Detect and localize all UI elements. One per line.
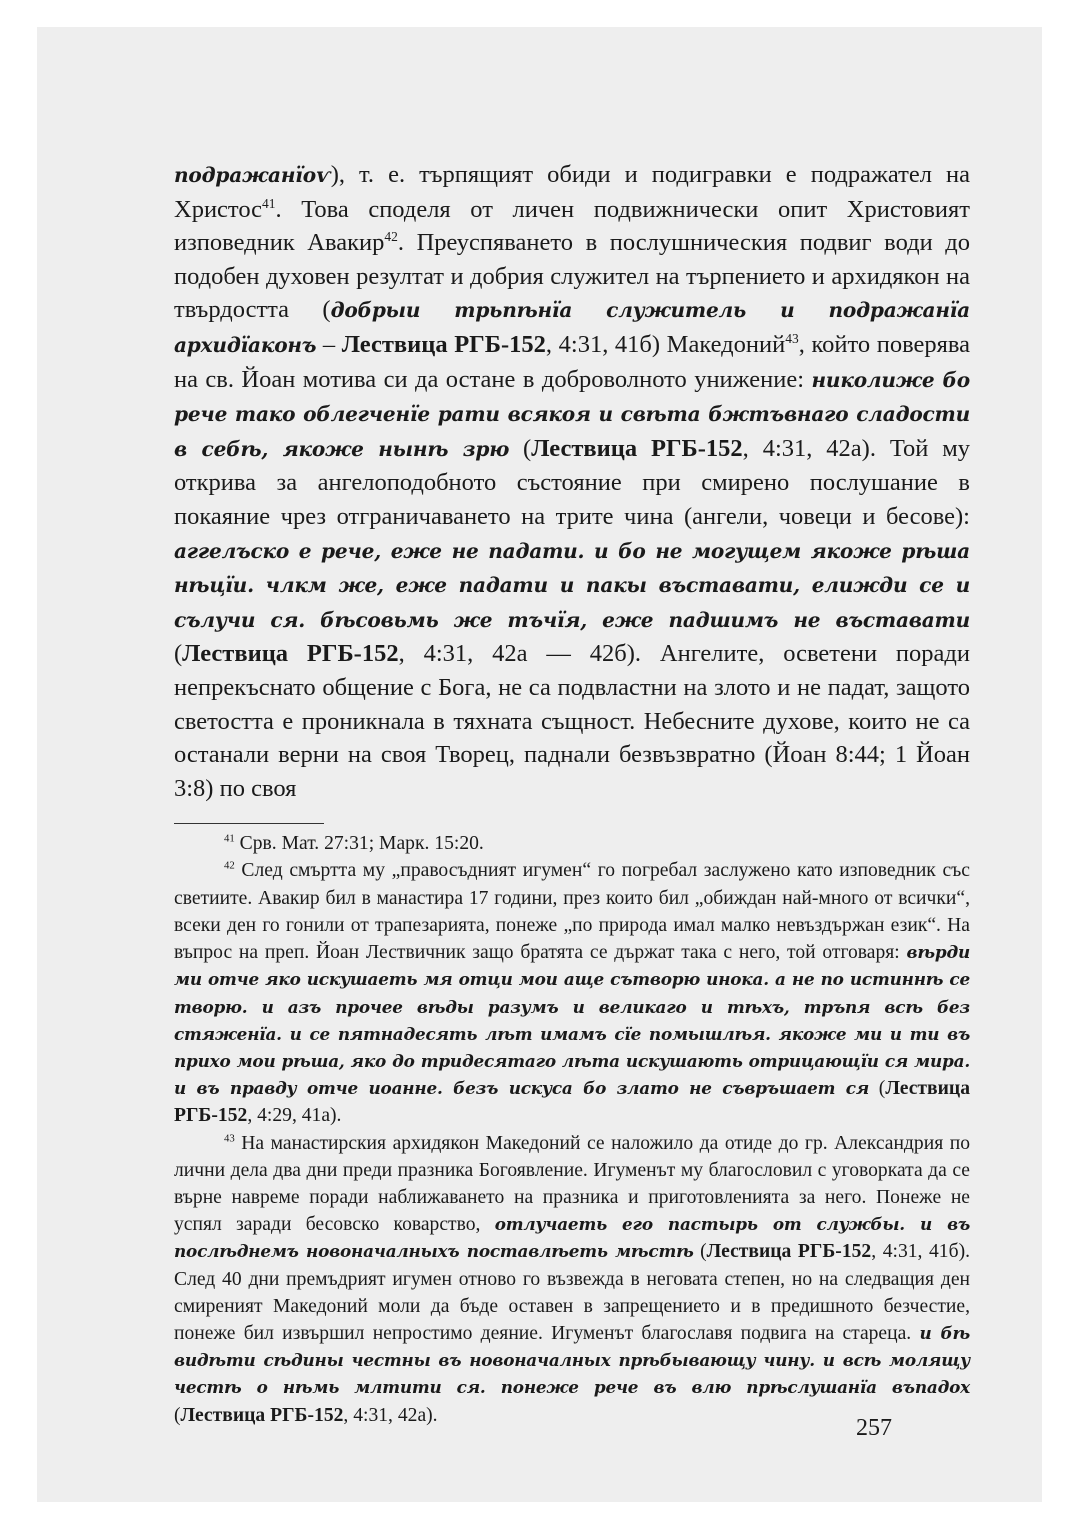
source-reference: Лествица РГБ-152	[706, 1241, 872, 1263]
source-reference: Лествица РГБ-152	[531, 434, 743, 462]
source-reference: Лествица РГБ-152	[182, 640, 399, 668]
footnote-41: $^{41}$ Срв. Мат. 27:31; Марк. 15:20.	[224, 832, 484, 855]
footnote-divider	[174, 823, 324, 824]
footnote-ref-43[interactable]: 43	[785, 330, 799, 346]
footnote-number: 42	[224, 859, 235, 872]
church-slavonic-quote: подражанїоѵ	[174, 163, 331, 187]
footnote-number: 41	[224, 832, 235, 845]
church-slavonic-quote: николиже бо рече тако облегченїе рати всякоя и свѣта бжтъвнаго сладости в себѣ, якоже нынѣ зрю	[174, 367, 970, 461]
book-page	[37, 27, 1042, 1502]
source-reference: Лествица РГБ-152	[341, 330, 546, 358]
footnote-ref-42[interactable]: 42	[384, 229, 398, 245]
body-paragraph: подражанїоѵ), т. е. търпящият обиди и подигравки е подражател на Христос$^{41}$. Това споделя от личен подвижнически опит Христовият изповедник Авакир$^{42}$. Преуспяването в послушническия подвиг води до подобен духовен резултат и добрия служител на търпението и архидякон на твърдостта (добрыи трьпѣнїа служитель и подражанїа архидїаконъ – Лествица РГБ-152, 4:31, 41б) Македоний$^{43}$, който поверява на св. Йоан мотива си да остане в доброволното унижение: николиже бо рече тако облегченїе рати всякоя и свѣта бжтъвнаго сладости в себѣ, якоже нынѣ зрю (Лествица РГБ-152, 4:31, 42а). Той му открива за ангелоподобното състояние при смирено послушание в покаяние чрез отграничаването на трите чина (ангели, човеци и бесове): аггелъско е рече, еже не падати. и бо не могущем якоже рѣша нѣцїи. члкм же, еже падати и пакы въставати, елижди се и сълучи ся. бѣсовьмь же тъчїя, еже падшимъ не въставати (Лествица РГБ-152, 4:31, 42а — 42б). Ангелите, осветени поради непрекъснато общение с Бога, не са подвластни на злото и не падат, защото светостта е проникнала в тяхната същност. Небесните духове, които не са останали верни на своя Творец, паднали безвъзвратно (Йоан 8:44; 1 Йоан 3:8) по своя	[174, 161, 971, 802]
main-text	[174, 158, 970, 805]
church-slavonic-quote: добрыи трьпѣнїа служитель и подражанїа архидїаконъ	[174, 298, 970, 357]
footnote-number: 43	[224, 1131, 235, 1144]
church-slavonic-quote: и бѣ видѣти сѣдины честны въ новоначалных прѣбывающу чину. и всѣ молящу честѣ о нѣмь млтити ся. понеже рече въ влю прѣслушанїа въпадох	[174, 1322, 970, 1398]
church-slavonic-quote: вѣрди ми отче яко искушаеть мя отци мои аще сътворю инока. а не по истиннѣ се творю. и азъ прочее вѣды разумъ и великаго и тѣхъ, тръпя всѣ без стяженїа. и се пятнадесять лѣт имамъ сїе помышлѣя. якоже ми и ти въ прихо мои рѣша, яко до тридесятаго лѣта искушають отрицающїи ся мира. и въ правду отче иоанне. безъ искуса бо злато не съвръшает ся	[174, 942, 970, 1099]
page-number: 257	[856, 1415, 892, 1441]
source-reference: Лествица РГБ-152	[180, 1404, 344, 1426]
footnote-43: $^{43}$ На манастирския архидякон Македоний се наложило да отиде до гр. Александрия по лични дела два дни преди празника Богоявление. Игуменът му благословил с уговорката да се върне навреме поради наближаването на празника и приготовленията за него. Понеже не успял заради бесовско коварство, отлучаеть его пастырь от службы. и въ послѣднемъ новоначалныхъ поставлѣеть мѣстѣ (Лествица РГБ-152, 4:31, 41б). След 40 дни премъдрият игумен отново го възвежда в неговата степен, но на следващия ден смиреният Македоний моли да бъде оставен в запрещението и в предишното безчестие, понеже бил извършил непростимо деяние. Игуменът благославя подвига на стареца. и бѣ видѣти сѣдины честны въ новоначалных прѣбывающу чину. и всѣ молящу честѣ о нѣмь млтити ся. понеже рече въ влю прѣслушанїа въпадох (Лествица РГБ-152, 4:31, 42а).	[174, 1131, 970, 1426]
church-slavonic-quote: аггелъско е рече, еже не падати. и бо не могущем якоже рѣша нѣцїи. члкм же, еже падати и пакы въставати, елижди се и сълучи ся. бѣсовьмь же тъчїя, еже падшимъ не въставати	[174, 538, 970, 632]
footnote-42: $^{42}$ След смъртта му „правосъдният игумен“ го погребал заслужено като изповедник със светиите. Авакир бил в манастира 17 години, през които бил „обиждан най-много от всички“, всеки ден го гонили от трапезарията, понеже „по природа имал малко невъздържан език“. На въпрос на преп. Йоан Лествичник защо братята се държат така с него, той отговаря: вѣрди ми отче яко искушаеть мя отци мои аще сътворю инока. а не по истиннѣ се творю. и азъ прочее вѣды разумъ и великаго и тѣхъ, тръпя всѣ без стяженїа. и се пятнадесять лѣт имамъ сїе помышлѣя. якоже ми и ти въ прихо мои рѣша, яко до тридесятаго лѣта искушають отрицающїи ся мира. и въ правду отче иоанне. безъ искуса бо злато не съвръшает ся (Лествица РГБ-152, 4:29, 41а).	[174, 859, 970, 1127]
footnote-ref-41[interactable]: 41	[262, 195, 276, 211]
footnotes	[174, 830, 970, 1428]
text-block	[174, 158, 970, 1429]
church-slavonic-quote: отлучаеть его пастырь от службы. и въ послѣднемъ новоначалныхъ поставлѣеть мѣстѣ	[174, 1214, 970, 1262]
source-reference: Лествица РГБ-152	[174, 1078, 970, 1127]
